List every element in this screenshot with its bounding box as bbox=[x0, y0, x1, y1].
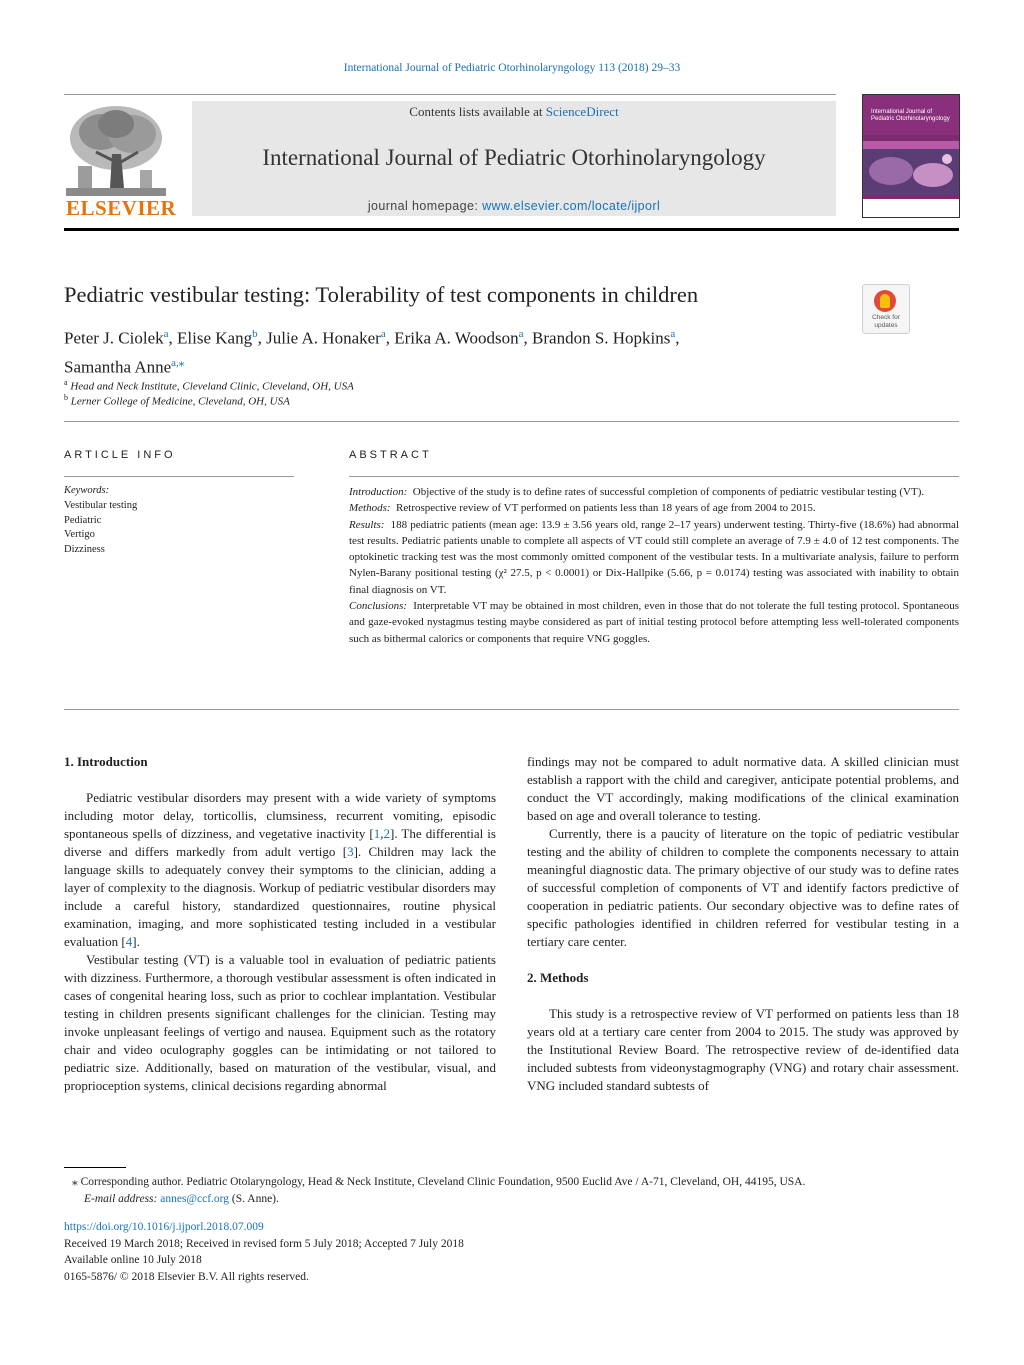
cover-image bbox=[863, 149, 959, 195]
homepage-link[interactable]: www.elsevier.com/locate/ijporl bbox=[482, 199, 661, 213]
affiliation-b bbox=[64, 393, 290, 408]
methods-paragraph-1: This study is a retrospective review of VT performed on patients less than 18 years old at a tertiary care center from 2004 to 2015. The study was approved by the Institutional Review Board. The retrospective review of de-identified data included subtests from videonystagmography (VNG) and rotary chair assessment. VNG included standard subtests of bbox=[527, 1006, 959, 1093]
author-affiliation-mark[interactable]: b bbox=[252, 328, 258, 340]
journal-title: International Journal of Pediatric Otorhinolaryngology bbox=[262, 145, 766, 170]
section-2-heading: 2. Methods bbox=[527, 970, 589, 985]
body-text: Pediatric vestibular disorders may present with a wide variety of symptoms including motor delay, torticollis, clumsiness, recurrent vomiting, episodic spontaneous spells of dizziness, and vegetative inactivity [ bbox=[64, 790, 496, 841]
author-affiliation-mark[interactable]: a,⁎ bbox=[171, 356, 185, 369]
abstract-bottom-rule bbox=[64, 709, 959, 710]
header-divider bbox=[64, 421, 959, 422]
check-for-updates-button[interactable] bbox=[862, 284, 910, 334]
intro-paragraph-4: Currently, there is a paucity of literature on the topic of pediatric vestibular testing and the ability of children to complete the components necessary to attain meaningful diagnostic data. The primary objective of our study was to define rates of successful completion of components of VT and identify factors predictive of cooperation in pediatric patients. Our secondary objective was to define rates of specific pathologies identified in children referred for vestibular testing in a tertiary care center. bbox=[527, 826, 959, 949]
author-separator: , bbox=[168, 328, 178, 348]
intro-paragraph-1 bbox=[64, 789, 496, 951]
body-text: , bbox=[380, 826, 384, 841]
keywords-label: Keywords: bbox=[64, 485, 110, 496]
abstract-text bbox=[349, 484, 959, 647]
article-metadata bbox=[64, 1219, 664, 1285]
footnote-rule bbox=[64, 1167, 126, 1168]
doi-link[interactable]: https://doi.org/10.1016/j.ijporl.2018.07.009 bbox=[64, 1221, 264, 1233]
copyright: 0165-5876/ © 2018 Elsevier B.V. All rights reserved. bbox=[64, 1270, 309, 1283]
author-separator: , bbox=[257, 328, 267, 348]
abstract-methods bbox=[349, 500, 959, 516]
author-name[interactable]: Samantha Anne bbox=[64, 357, 172, 377]
cover-band bbox=[863, 141, 959, 149]
author-name[interactable]: Erika A. Woodson bbox=[394, 328, 519, 348]
author-separator: , bbox=[385, 328, 395, 348]
keyword: Pediatric bbox=[64, 514, 102, 526]
homepage-prefix: journal homepage: bbox=[367, 199, 483, 213]
article-info-rule bbox=[64, 476, 294, 477]
affiliation-text: Lerner College of Medicine, Cleveland, OH, USA bbox=[70, 395, 290, 408]
author-name[interactable]: Julie A. Honaker bbox=[266, 328, 381, 348]
citation-link[interactable]: 2 bbox=[383, 826, 391, 841]
author-affiliation-mark[interactable]: a bbox=[518, 328, 524, 340]
contents-line bbox=[192, 104, 836, 120]
citation-link[interactable]: 3 bbox=[347, 844, 354, 859]
article-info-heading: ARTICLE INFO bbox=[64, 449, 176, 461]
journal-cover-thumbnail[interactable] bbox=[862, 94, 960, 218]
affiliation-text: Head and Neck Institute, Cleveland Clinic, Cleveland, OH, USA bbox=[70, 380, 354, 393]
abstract-conclusions bbox=[349, 598, 959, 647]
masthead-top-rule bbox=[64, 94, 836, 95]
abstract-label: Introduction: bbox=[349, 486, 408, 498]
abstract-paragraph: Interpretable VT may be obtained in most children, even in those that do not tolerate the full testing protocol. Spontaneous and gaze-evoked nystagmus testing maybe considered as part of initial testing protocol before attempting less well-tolerated components such as bithermal calorics or components that require VNG goggles. bbox=[349, 600, 959, 645]
abstract-paragraph: 188 pediatric patients (mean age: 13.9 ± 3.56 years old, range 2–17 years) underwent testing. Thirty-five (18.6%) had abnormal test results. Pediatric patients unable to complete all aspects of VT could still complete an average of 7.9 ± 4.0 of 12 test components. The optokinetic tracking test was the most commonly omitted component of the vestibular tests. In a multivariate analysis, failure to perform Nylen-Barany positional testing (χ² 27.5, p < 0.0001) or Dix-Hallpike (5.66, p = 0.0174) testing was associated with inability to obtain final diagnosis on VT. bbox=[349, 518, 959, 596]
journal-citation-link[interactable]: International Journal of Pediatric Otorhinolaryngology 113 (2018) 29–33 bbox=[343, 62, 681, 74]
abstract-label: Methods: bbox=[349, 502, 391, 515]
masthead-bottom-rule bbox=[64, 228, 959, 231]
email-line bbox=[64, 1191, 959, 1208]
keyword: Dizziness bbox=[64, 544, 105, 556]
intro-paragraph-2: Vestibular testing (VT) is a valuable tool in evaluation of pediatric patients with dizziness. Furthermore, a thorough vestibular assessment is often indicated in cases of congenital hearing loss, such as prior to cochlear implantation. Vestibular testing in children presents significant challenges for the clinician. Testing may invoke unpleasant feelings of vertigo and nausea. Equipment such as the rotatory chair and video oculography goggles can be intimidating or not tailored to pediatric size. Additionally, based on maturation of the vestibular, visual, and proprioception systems, clinical decisions regarding abnormal bbox=[64, 952, 496, 1093]
abstract-paragraph: Objective of the study is to define rates of successful completion of components of pediatric vestibular testing (VT). bbox=[412, 486, 925, 498]
corresponding-author-footnote bbox=[64, 1174, 959, 1208]
author-affiliation-mark[interactable]: a bbox=[163, 328, 169, 340]
keywords-block bbox=[64, 484, 294, 558]
author-list bbox=[64, 322, 844, 379]
email-suffix: (S. Anne). bbox=[229, 1193, 279, 1205]
check-updates-label: Check for updates bbox=[872, 314, 900, 329]
footnote-text: Corresponding author. Pediatric Otolaryngology, Head & Neck Institute, Cleveland Clinic Foundation, 9500 Euclid Ave / A-71, Cleveland, OH, 44195, USA. bbox=[80, 1176, 806, 1188]
abstract-introduction bbox=[349, 484, 959, 500]
author-name[interactable]: Elise Kang bbox=[177, 328, 253, 348]
elsevier-tree-logo-icon bbox=[66, 104, 166, 196]
received-dates: Received 19 March 2018; Received in revised form 5 July 2018; Accepted 7 July 2018 bbox=[64, 1237, 464, 1250]
affiliation-mark: b bbox=[64, 393, 68, 402]
affiliation-mark: a bbox=[64, 378, 68, 387]
check-updates-bookmark-icon bbox=[880, 294, 890, 308]
footnote-line bbox=[64, 1174, 959, 1191]
affiliation-a bbox=[64, 378, 354, 393]
author-name[interactable]: Peter J. Ciolek bbox=[64, 328, 164, 348]
abstract-label: Results: bbox=[349, 518, 385, 531]
available-online: Available online 10 July 2018 bbox=[64, 1254, 202, 1266]
section-1-heading: 1. Introduction bbox=[64, 754, 148, 769]
body-right-column bbox=[527, 753, 959, 1095]
abstract-results bbox=[349, 517, 959, 598]
author-separator: , bbox=[523, 328, 533, 348]
body-left-column bbox=[64, 753, 496, 1095]
body-text: ]. The differential is diverse and differs markedly from adult vertigo [ bbox=[64, 826, 496, 859]
footnote-mark: ⁎ bbox=[72, 1176, 78, 1188]
author-affiliation-mark[interactable]: a bbox=[670, 328, 676, 340]
keyword: Vestibular testing bbox=[64, 499, 138, 511]
cover-image-art-icon bbox=[863, 149, 959, 195]
cover-footer bbox=[863, 199, 959, 217]
body-text: ]. bbox=[132, 934, 140, 949]
abstract-rule bbox=[349, 476, 959, 477]
author-name[interactable]: Brandon S. Hopkins bbox=[532, 328, 671, 348]
author-affiliation-mark[interactable]: a bbox=[380, 328, 386, 340]
elsevier-wordmark: ELSEVIER bbox=[66, 196, 177, 220]
citation-link[interactable]: 4 bbox=[125, 934, 133, 949]
keyword: Vertigo bbox=[64, 529, 95, 541]
contents-prefix: Contents lists available at bbox=[409, 104, 546, 119]
article-title: Pediatric vestibular testing: Tolerability of test components in children bbox=[64, 282, 699, 307]
abstract-label: Conclusions: bbox=[349, 600, 408, 613]
body-text: ]. Children may lack the language skills to adequately convey their symptoms to the clinician, adding a layer of complexity to the diagnosis. Workup of pediatric vestibular disorders may include a careful history, standardized questionnaires, routine physical examination, imaging, and more sophisticated testing included in a vestibular evaluation [ bbox=[64, 844, 496, 949]
abstract-paragraph: Retrospective review of VT performed on patients less than 18 years of age from 2004 to 2015. bbox=[396, 502, 816, 515]
email-link[interactable]: annes@ccf.org bbox=[160, 1193, 230, 1205]
cover-title: International Journal of Pediatric Otorhinolaryngology bbox=[871, 109, 950, 122]
abstract-heading: ABSTRACT bbox=[349, 449, 432, 461]
citation-link[interactable]: 1 bbox=[373, 826, 381, 841]
email-label: E-mail address: bbox=[84, 1193, 158, 1205]
author-separator: , bbox=[675, 328, 680, 348]
journal-homepage bbox=[192, 199, 836, 213]
sciencedirect-link[interactable]: ScienceDirect bbox=[545, 104, 619, 119]
intro-paragraph-3: findings may not be compared to adult normative data. A skilled clinician must establish a rapport with the child and caregiver, anticipate potential problems, and conduct the VT accordingly, making modifications of the clinical examination based on age and overall tolerance to testing. bbox=[527, 754, 959, 823]
